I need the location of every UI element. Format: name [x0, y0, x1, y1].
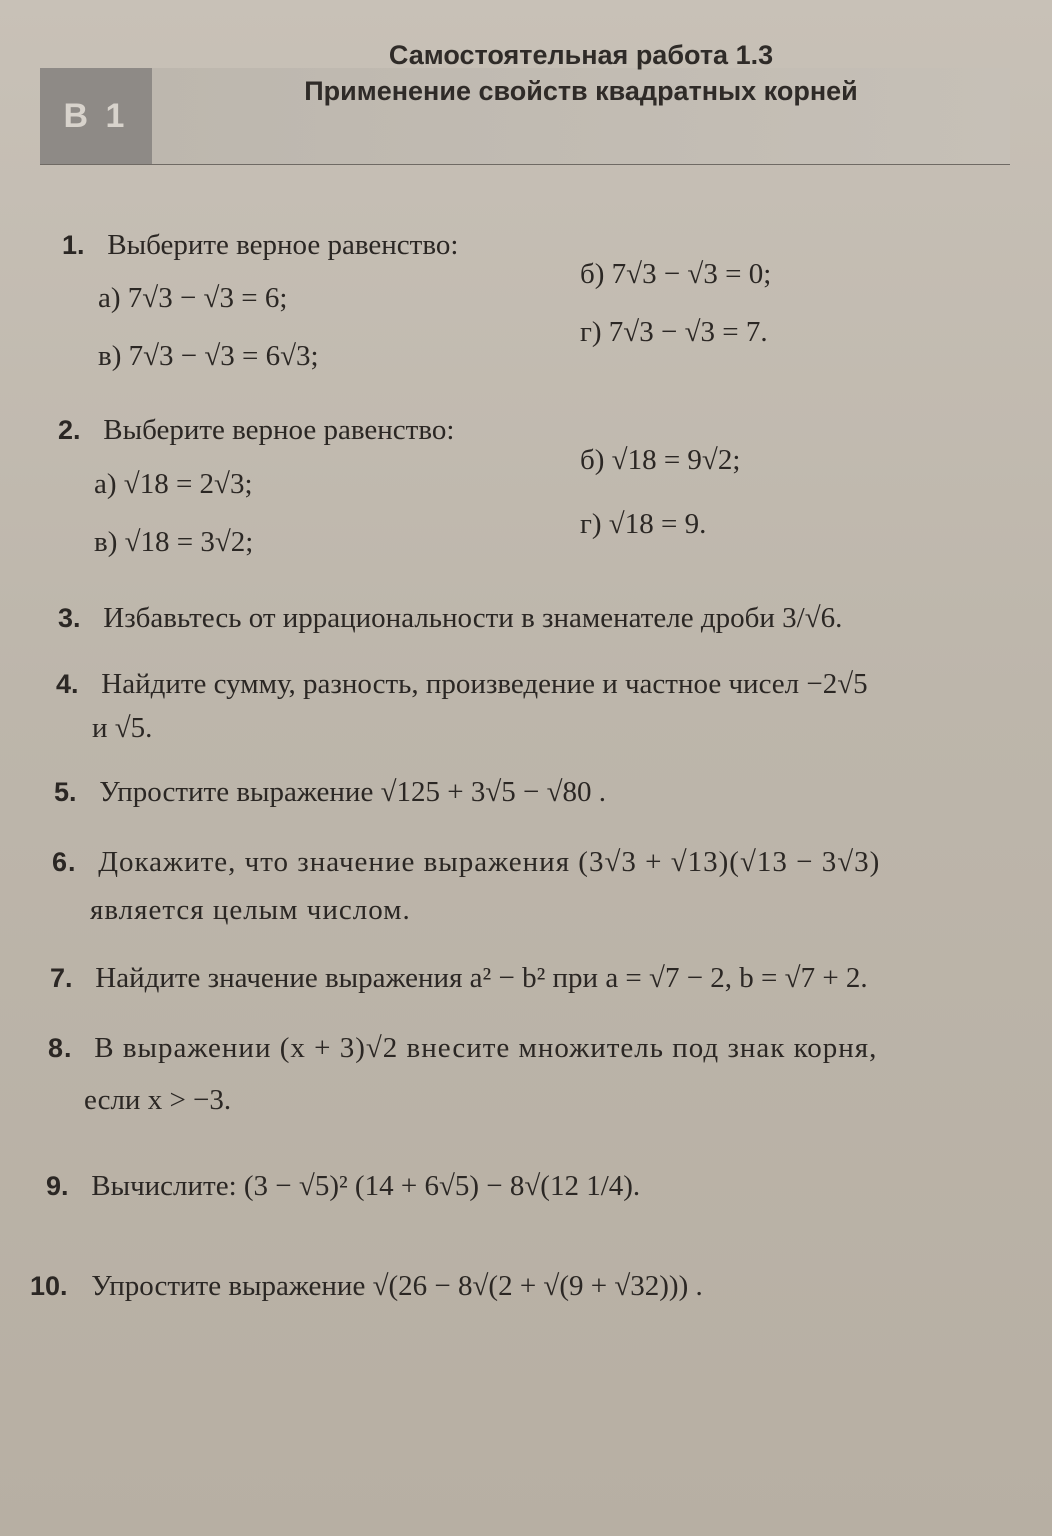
problem-2-option-g: г) √18 = 9. — [580, 508, 707, 540]
problem-number: 6. — [52, 847, 77, 877]
problem-number: 5. — [54, 777, 77, 807]
problem-number: 3. — [58, 603, 81, 633]
problem-number: 8. — [48, 1033, 73, 1063]
problem-2 — [58, 410, 454, 450]
problem-1-option-v: в) 7√3 − √3 = 6√3; — [98, 340, 319, 372]
problem-10 — [30, 1266, 703, 1306]
problem-text: Вычислите: (3 − √5)² (14 + 6√5) − 8√(12 1/4). — [91, 1170, 641, 1202]
worksheet-header — [40, 40, 1010, 165]
problem-text: Найдите значение выражения a² − b² при a = √7 − 2, b = √7 + 2. — [95, 962, 868, 994]
problem-text: Избавьтесь от иррациональности в знаменателе дроби 3/√6. — [103, 602, 843, 634]
problem-2-option-a: а) √18 = 2√3; — [94, 468, 253, 500]
problem-6 — [52, 842, 880, 882]
problem-2-option-b: б) √18 = 9√2; — [580, 444, 741, 476]
problem-number: 1. — [62, 230, 85, 260]
problem-1-option-b: б) 7√3 − √3 = 0; — [580, 258, 772, 290]
problem-5 — [54, 772, 606, 812]
problem-text: В выражении (x + 3)√2 внесите множитель под знак корня, — [94, 1032, 878, 1064]
problem-1-option-g: г) 7√3 − √3 = 7. — [580, 316, 768, 348]
problem-3 — [58, 598, 842, 638]
problem-number: 9. — [46, 1171, 69, 1201]
problem-6-continuation: является целым числом. — [90, 894, 411, 926]
problem-number: 4. — [56, 669, 79, 699]
problem-text: Выберите верное равенство: — [107, 229, 459, 261]
worksheet-title: Самостоятельная работа 1.3 — [388, 40, 774, 70]
problem-text: Упростите выражение √(26 − 8√(2 + √(9 + √32))) . — [91, 1270, 703, 1302]
problem-text: Выберите верное равенство: — [103, 414, 455, 446]
problem-8-continuation: если x > −3. — [84, 1084, 232, 1116]
problem-1-option-a: а) 7√3 − √3 = 6; — [98, 282, 288, 314]
problem-text: Найдите сумму, разность, произведение и частное чисел −2√5 — [101, 668, 868, 700]
problem-number: 2. — [58, 415, 81, 445]
problem-1 — [62, 225, 458, 265]
problem-4-continuation: и √5. — [92, 712, 153, 744]
problem-2-option-v: в) √18 = 3√2; — [94, 526, 254, 558]
problem-number: 10. — [30, 1271, 68, 1301]
problem-7 — [50, 958, 868, 998]
problem-text: Докажите, что значение выражения (3√3 + √13)(√13 − 3√3) — [98, 846, 881, 878]
problem-8 — [48, 1028, 877, 1068]
problem-number: 7. — [50, 963, 73, 993]
problem-text: Упростите выражение √125 + 3√5 − √80 . — [99, 776, 607, 808]
worksheet-subtitle: Применение свойств квадратных корней — [304, 76, 858, 106]
variant-badge: В 1 — [40, 68, 152, 164]
problem-4 — [56, 664, 868, 704]
problem-9 — [46, 1166, 640, 1206]
